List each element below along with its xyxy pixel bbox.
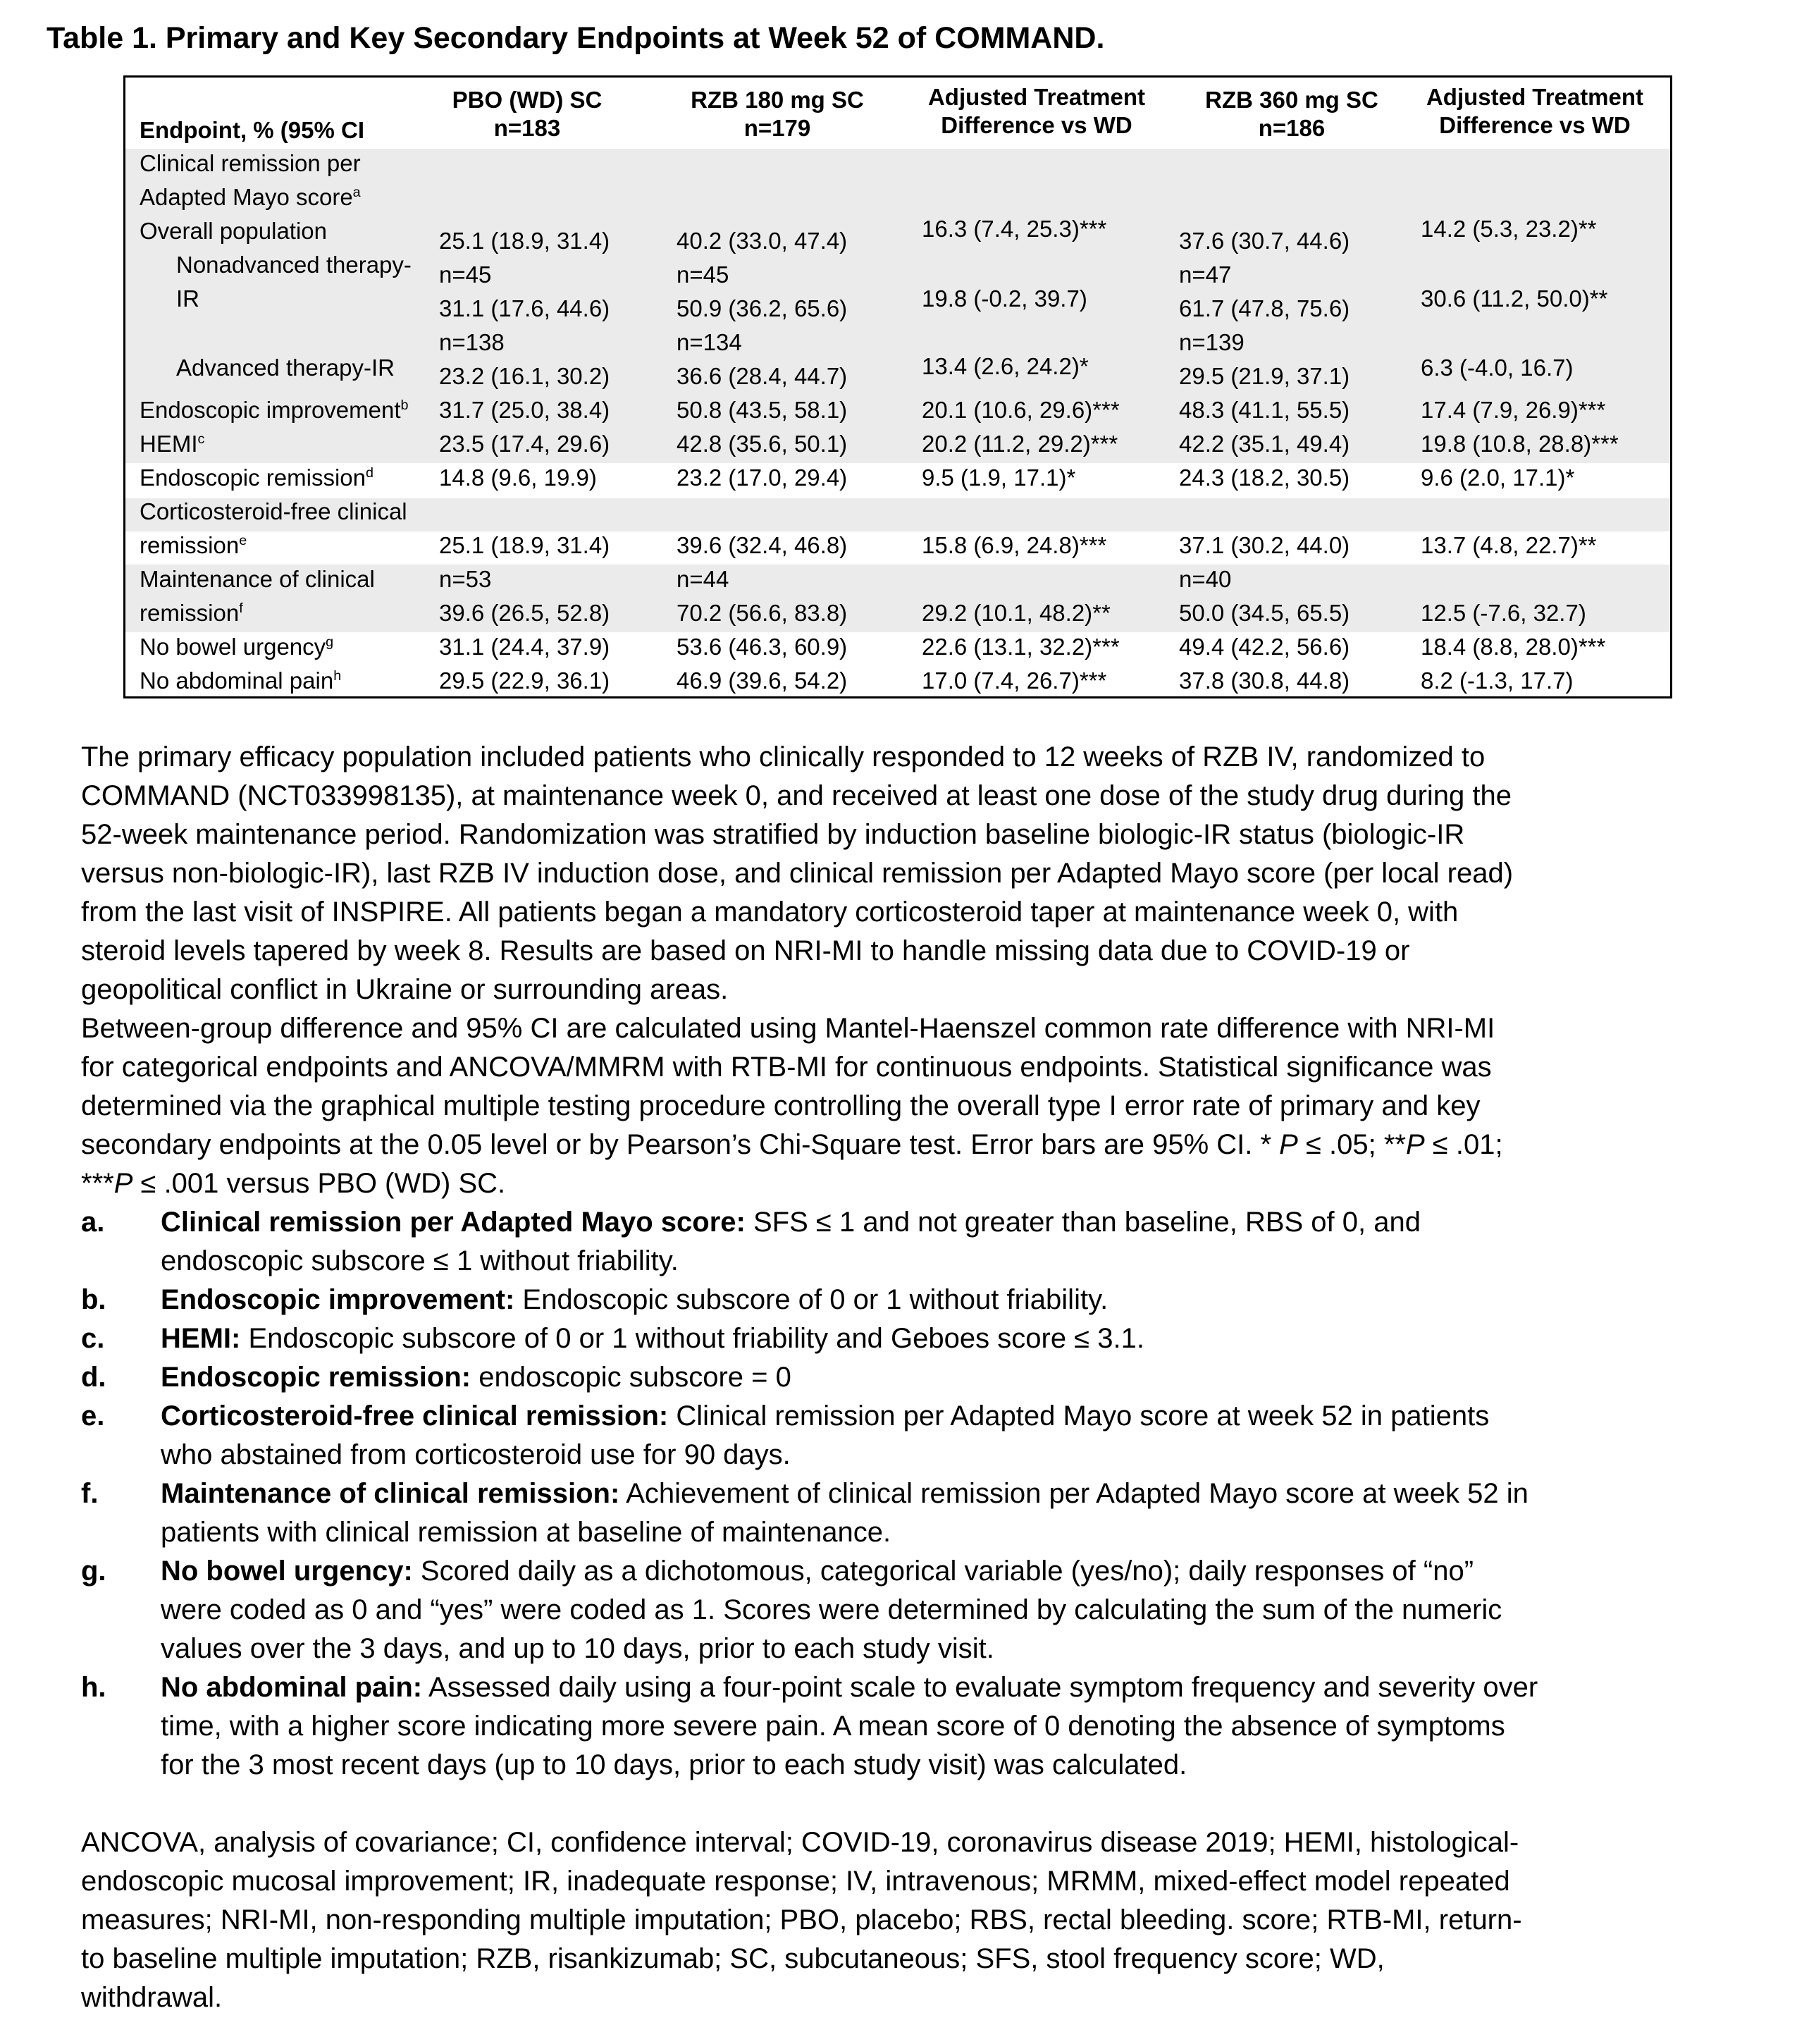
cell-urgency-diff360: 18.4 (8.8, 28.0)*** [1421,634,1606,660]
cell-adv-rzb360: 29.5 (21.9, 37.1) [1179,363,1350,389]
cell-endo-imp-rzb360: 48.3 (41.1, 55.5) [1179,397,1350,423]
cell-adv-diff180: 13.4 (2.6, 24.2)* [922,353,1089,379]
cell-hemi-rzb360: 42.2 (35.1, 49.4) [1179,431,1350,457]
cell-overall-pbo: 25.1 (18.9, 31.4) [439,228,610,254]
header-rzb360: RZB 360 mg SC n=186 [1205,87,1378,141]
cell-endo-rem-rzb360: 24.3 (18.2, 30.5) [1179,464,1350,491]
footnote-letter: a. [81,1207,105,1238]
footnote-ref-b: b [400,398,409,413]
label-endoscopic-remission: Endoscopic remission$^d$ [140,464,373,491]
cell-nonadv-rzb360-n: n=47 [1179,261,1232,288]
footnote-h: No abdominal pain: Assessed daily using a four-point scale to evaluate symptom frequency and severity over [161,1672,1538,1703]
cell-maint-pbo: 39.6 (26.5, 52.8) [439,600,610,626]
footnote-d: Endoscopic remission: endoscopic subscore = 0 [161,1362,791,1393]
cell-pain-rzb360: 37.8 (30.8, 44.8) [1179,667,1350,694]
paragraph-line: steroid levels tapered by week 8. Results are based on NRI-MI to handle missing data due to COVID-19 or [81,935,1410,966]
paragraph-line: 52-week maintenance period. Randomization was stratified by induction baseline biologic-IR status (biologic-IR [81,819,1465,850]
footnote-ref-h: h [333,668,342,684]
cell-maint-diff360: 12.5 (-7.6, 32.7) [1421,600,1586,626]
cell-endo-imp-rzb180: 50.8 (43.5, 58.1) [677,397,848,423]
footnote-f-cont: patients with clinical remission at baseline of maintenance. [161,1517,891,1548]
footnote-h-cont: for the 3 most recent days (up to 10 days, prior to each study visit) was calculated. [161,1749,1187,1780]
footnote-letter: e. [81,1400,105,1432]
label-abdominal-pain: No abdominal pain$^h$ [140,667,342,694]
cell-maint-rzb180-n: n=44 [677,566,729,592]
abbrev-line: withdrawal. [81,1982,223,2013]
page-title: Table 1. Primary and Key Secondary Endpoints at Week 52 of COMMAND. [47,21,1105,55]
cell-pain-pbo: 29.5 (22.9, 36.1) [439,667,610,694]
cell-nonadv-rzb180: 50.9 (36.2, 65.6) [677,295,848,321]
cell-maint-diff180: 29.2 (10.1, 48.2)** [922,600,1111,626]
footnote-letter: g. [81,1556,106,1587]
footnote-h-cont: time, with a higher score indicating more severe pain. A mean score of 0 denoting the absence of symptoms [161,1711,1505,1742]
cell-endo-imp-diff360: 17.4 (7.9, 26.9)*** [1421,397,1606,423]
label-clinical-remission-2: Adapted Mayo score$^a$ [140,184,361,210]
label-nonadvanced-1: Nonadvanced therapy- [176,252,412,278]
cell-endo-imp-diff180: 20.1 (10.6, 29.6)*** [922,397,1120,423]
cell-maint-rzb360-n: n=40 [1179,566,1232,592]
header-diff180: Adjusted Treatment Difference vs WD [927,84,1146,138]
cell-nonadv-diff360: 30.6 (11.2, 50.0)** [1421,285,1608,312]
paragraph-line: from the last visit of INSPIRE. All patients began a mandatory corticosteroid taper at maintenance week 0, with [81,897,1459,928]
cell-pain-diff180: 17.0 (7.4, 26.7)*** [922,667,1107,694]
cell-overall-rzb180: 40.2 (33.0, 47.4) [677,228,848,254]
footnote-ref-f: f [239,601,243,616]
header-diff360: Adjusted Treatment Difference vs WD [1426,84,1644,138]
label-bowel-urgency: No bowel urgency$^g$ [140,634,334,660]
label-endoscopic-improvement: Endoscopic improvement$^b$ [140,397,409,423]
footnote-a-cont: endoscopic subscore ≤ 1 without friability. [161,1245,679,1276]
cell-overall-diff180: 16.3 (7.4, 25.3)*** [922,216,1107,242]
cell-endo-rem-diff360: 9.6 (2.0, 17.1)* [1421,464,1575,491]
label-clinical-remission-1: Clinical remission per [140,150,361,176]
cell-adv-rzb180-n: n=134 [677,329,742,355]
endpoints-table [123,75,1672,698]
cell-overall-diff360: 14.2 (5.3, 23.2)** [1421,216,1597,242]
footnote-letter: c. [81,1323,105,1354]
label-nonadvanced-2: IR [176,285,199,312]
cell-urgency-pbo: 31.1 (24.4, 37.9) [439,634,610,660]
cell-hemi-pbo: 23.5 (17.4, 29.6) [439,431,610,457]
footnote-f: Maintenance of clinical remission: Achievement of clinical remission per Adapted Mayo score at week 52 in [161,1478,1529,1509]
footnote-e-cont: who abstained from corticosteroid use for 90 days. [161,1439,791,1470]
cell-nonadv-rzb180-n: n=45 [677,261,729,288]
label-overall-population: Overall population [140,218,327,244]
paragraph-line: The primary efficacy population included patients who clinically responded to 12 weeks of RZB IV, randomized to [81,741,1486,772]
abbrev-line: ANCOVA, analysis of covariance; CI, confidence interval; COVID-19, coronavirus disease 2019; HEMI, histological- [81,1827,1519,1858]
cell-endo-rem-diff180: 9.5 (1.9, 17.1)* [922,464,1076,491]
header-rzb180: RZB 180 mg SC n=179 [691,87,864,141]
cell-nonadv-rzb360: 61.7 (47.8, 75.6) [1179,295,1350,321]
abbrev-line: measures; NRI-MI, non-responding multiple imputation; PBO, placebo; RBS, rectal bleeding. score; RTB-MI, return- [81,1904,1522,1935]
cell-adv-pbo-n: n=138 [439,329,505,355]
footnote-ref-g: g [326,634,334,650]
footnote-ref-c: c [197,431,205,447]
cell-cs-free-rzb180: 39.6 (32.4, 46.8) [677,532,848,558]
footnote-c: HEMI: Endoscopic subscore of 0 or 1 without friability and Geboes score ≤ 3.1. [161,1323,1144,1354]
abbrev-line: endoscopic mucosal improvement; IR, inadequate response; IV, intravenous; MRMM, mixed-effect model repeated [81,1866,1510,1897]
footnote-letter: h. [81,1672,106,1703]
cell-urgency-rzb360: 49.4 (42.2, 56.6) [1179,634,1350,660]
footnote-letter: f. [81,1478,99,1509]
footnote-letter: b. [81,1284,106,1315]
footnote-ref-d: d [365,465,373,481]
cell-pain-rzb180: 46.9 (39.6, 54.2) [677,667,848,694]
label-cs-free-2: remission$^e$ [140,532,247,558]
cell-endo-rem-rzb180: 23.2 (17.0, 29.4) [677,464,848,491]
label-maintenance-2: remission$^f$ [140,600,243,626]
paragraph-line: determined via the graphical multiple testing procedure controlling the overall type I error rate of primary and key [81,1090,1481,1121]
footnote-e: Corticosteroid-free clinical remission: Clinical remission per Adapted Mayo score at week 52 in patients [161,1400,1490,1432]
paragraph-line: secondary endpoints at the 0.05 level or by Pearson’s Chi-Square test. Error bars are 95% CI. * P ≤ .05; **P ≤ .01; [81,1129,1503,1160]
cell-cs-free-diff360: 13.7 (4.8, 22.7)** [1421,532,1597,558]
footnote-ref-a: a [352,185,361,200]
cell-adv-diff360: 6.3 (-4.0, 16.7) [1421,355,1574,381]
footnote-letter: d. [81,1362,106,1393]
label-hemi: HEMI$^c$ [140,431,205,457]
paragraph-line: COMMAND (NCT033998135), at maintenance week 0, and received at least one dose of the study drug during the [81,780,1512,811]
cell-maint-pbo-n: n=53 [439,566,492,592]
cell-hemi-diff180: 20.2 (11.2, 29.2)*** [922,431,1118,457]
cell-adv-pbo: 23.2 (16.1, 30.2) [439,363,610,389]
cell-adv-rzb180: 36.6 (28.4, 44.7) [677,363,848,389]
paragraph-line: Between-group difference and 95% CI are calculated using Mantel-Haenszel common rate difference with NRI-MI [81,1013,1495,1044]
cell-hemi-diff360: 19.8 (10.8, 28.8)*** [1421,431,1619,457]
footnote-g-cont: values over the 3 days, and up to 10 days, prior to each study visit. [161,1633,994,1664]
paragraph-line: geopolitical conflict in Ukraine or surrounding areas. [81,974,729,1005]
cell-cs-free-rzb360: 37.1 (30.2, 44.0) [1179,532,1350,558]
header-pbo: PBO (WD) SC n=183 [452,87,603,141]
cell-nonadv-diff180: 19.8 (-0.2, 39.7) [922,285,1087,312]
cell-urgency-rzb180: 53.6 (46.3, 60.9) [677,634,848,660]
label-advanced: Advanced therapy-IR [176,355,395,381]
cell-cs-free-diff180: 15.8 (6.9, 24.8)*** [922,532,1107,558]
paragraph-line: ***P ≤ .001 versus PBO (WD) SC. [81,1168,506,1199]
footnote-b: Endoscopic improvement: Endoscopic subscore of 0 or 1 without friability. [161,1284,1109,1315]
cell-urgency-diff180: 22.6 (13.1, 32.2)*** [922,634,1120,660]
footnote-a: Clinical remission per Adapted Mayo score: SFS ≤ 1 and not greater than baseline, RBS of 0, and [161,1207,1421,1238]
cell-overall-rzb360: 37.6 (30.7, 44.6) [1179,228,1350,254]
cell-adv-rzb360-n: n=139 [1179,329,1245,355]
cell-maint-rzb360: 50.0 (34.5, 65.5) [1179,600,1350,626]
paragraph-line: for categorical endpoints and ANCOVA/MMRM with RTB-MI for continuous endpoints. Statistical significance was [81,1052,1492,1083]
cell-maint-rzb180: 70.2 (56.6, 83.8) [677,600,848,626]
paragraph-line: versus non-biologic-IR), last RZB IV induction dose, and clinical remission per Adapted Mayo score (per local read) [81,858,1514,889]
cell-endo-rem-pbo: 14.8 (9.6, 19.9) [439,464,597,491]
label-maintenance-1: Maintenance of clinical [140,566,375,592]
label-cs-free-1: Corticosteroid-free clinical [140,498,407,524]
cell-nonadv-pbo: 31.1 (17.6, 44.6) [439,295,610,321]
footnote-ref-e: e [239,533,247,548]
abbrev-line: to baseline multiple imputation; RZB, risankizumab; SC, subcutaneous; SFS, stool frequency score; WD, [81,1943,1385,1974]
cell-cs-free-pbo: 25.1 (18.9, 31.4) [439,532,610,558]
cell-hemi-rzb180: 42.8 (35.6, 50.1) [677,431,848,457]
cell-pain-diff360: 8.2 (-1.3, 17.7) [1421,667,1574,694]
cell-endo-imp-pbo: 31.7 (25.0, 38.4) [439,397,610,423]
footnote-g-cont: were coded as 0 and “yes” were coded as 1. Scores were determined by calculating the sum of the numeric [161,1594,1502,1625]
cell-nonadv-pbo-n: n=45 [439,261,492,288]
header-endpoint: Endpoint, % (95% CI [140,117,365,143]
footnote-g: No bowel urgency: Scored daily as a dichotomous, categorical variable (yes/no); daily responses of “no” [161,1556,1474,1587]
